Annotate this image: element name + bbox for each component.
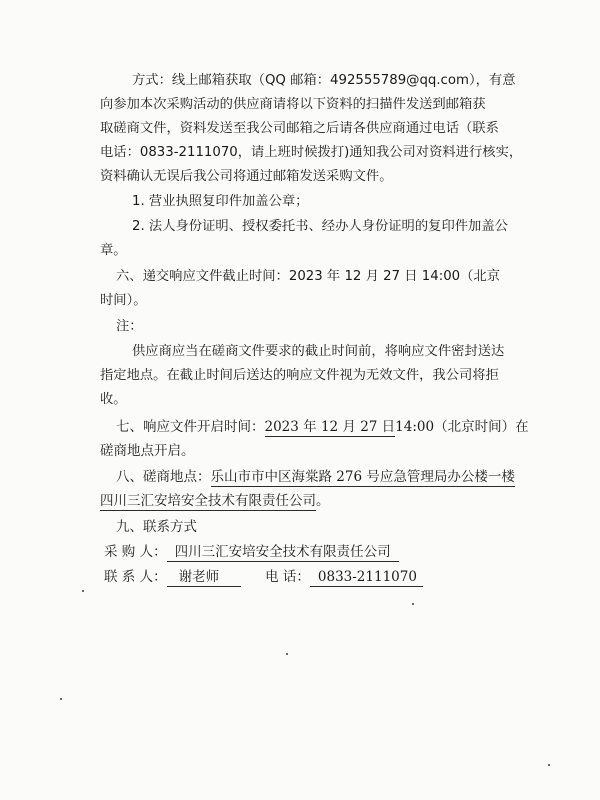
note-line-3: 收。 <box>100 392 127 407</box>
contact-row <box>104 568 534 586</box>
note-line-1: 供应商应当在磋商文件要求的截止时间前，将响应文件密封送达 <box>132 344 505 359</box>
section-8-line-2 <box>100 492 530 510</box>
method-line-5: 资料确认无误后我公司将通过邮箱发送采购文件。 <box>100 169 393 184</box>
method-line-4: 电话：0833-2111070，请上班时候拨打)通知我公司对资料进行核实， <box>100 145 523 160</box>
contact-value: 谢老师 <box>167 569 242 587</box>
purchaser-row <box>104 543 534 561</box>
section-9-title: 九、联系方式 <box>116 519 197 535</box>
section-8-line-1 <box>116 468 546 486</box>
scan-speck <box>60 698 62 700</box>
note-line-2: 指定地点。在截止时间后送达的响应文件视为无效文件，我公司将拒 <box>100 368 499 383</box>
section-8-company: 四川三汇安培安全技术有限责任公司 <box>100 493 316 509</box>
purchaser-label: 采 购 人： <box>104 544 167 560</box>
section-6-line-1: 六、递交响应文件截止时间：2023 年 12 月 27 日 14:00（北京 <box>116 269 500 284</box>
section-7-date: 2023 年 12 月 27 日 <box>264 419 396 435</box>
requirement-item-1: 1. 营业执照复印件加盖公章； <box>132 194 309 209</box>
requirement-item-2-line-2: 章。 <box>100 243 127 258</box>
section-7-line-1 <box>116 418 546 436</box>
section-8-prefix: 八、磋商地点： <box>116 469 211 485</box>
requirement-item-2-line-1: 2. 法人身份证明、授权委托书、经办人身份证明的复印件加盖公 <box>132 219 508 234</box>
note-label: 注： <box>116 319 143 334</box>
scan-speck <box>548 764 550 766</box>
phone-value: 0833-2111070 <box>310 569 423 587</box>
section-7-line-2: 磋商地点开启。 <box>100 443 195 459</box>
section-7-time: 14:00（北京时间）在 <box>395 419 529 435</box>
scan-speck <box>82 590 84 592</box>
method-line-1: 方式：线上邮箱获取（QQ 邮箱：492555789@qq.com），有意 <box>132 73 516 88</box>
method-line-2: 向参加本次采购活动的供应商请将以下资料的扫描件发送到邮箱获 <box>100 97 486 112</box>
purchaser-value: 四川三汇安培安全技术有限责任公司 <box>167 544 399 562</box>
scan-speck <box>286 653 288 655</box>
method-line-3: 取磋商文件，资料发送至我公司邮箱之后请各供应商通过电话（联系 <box>100 121 499 136</box>
section-8-suffix: 。 <box>316 493 330 509</box>
contact-label: 联 系 人： <box>104 569 167 585</box>
section-7-prefix: 七、响应文件开启时间： <box>116 419 265 435</box>
scan-speck <box>412 603 414 605</box>
section-8-address: 乐山市市中区海棠路 276 号应急管理局办公楼一楼 <box>210 469 515 485</box>
phone-label: 电 话： <box>265 569 310 585</box>
section-6-line-2: 时间）。 <box>100 293 147 308</box>
